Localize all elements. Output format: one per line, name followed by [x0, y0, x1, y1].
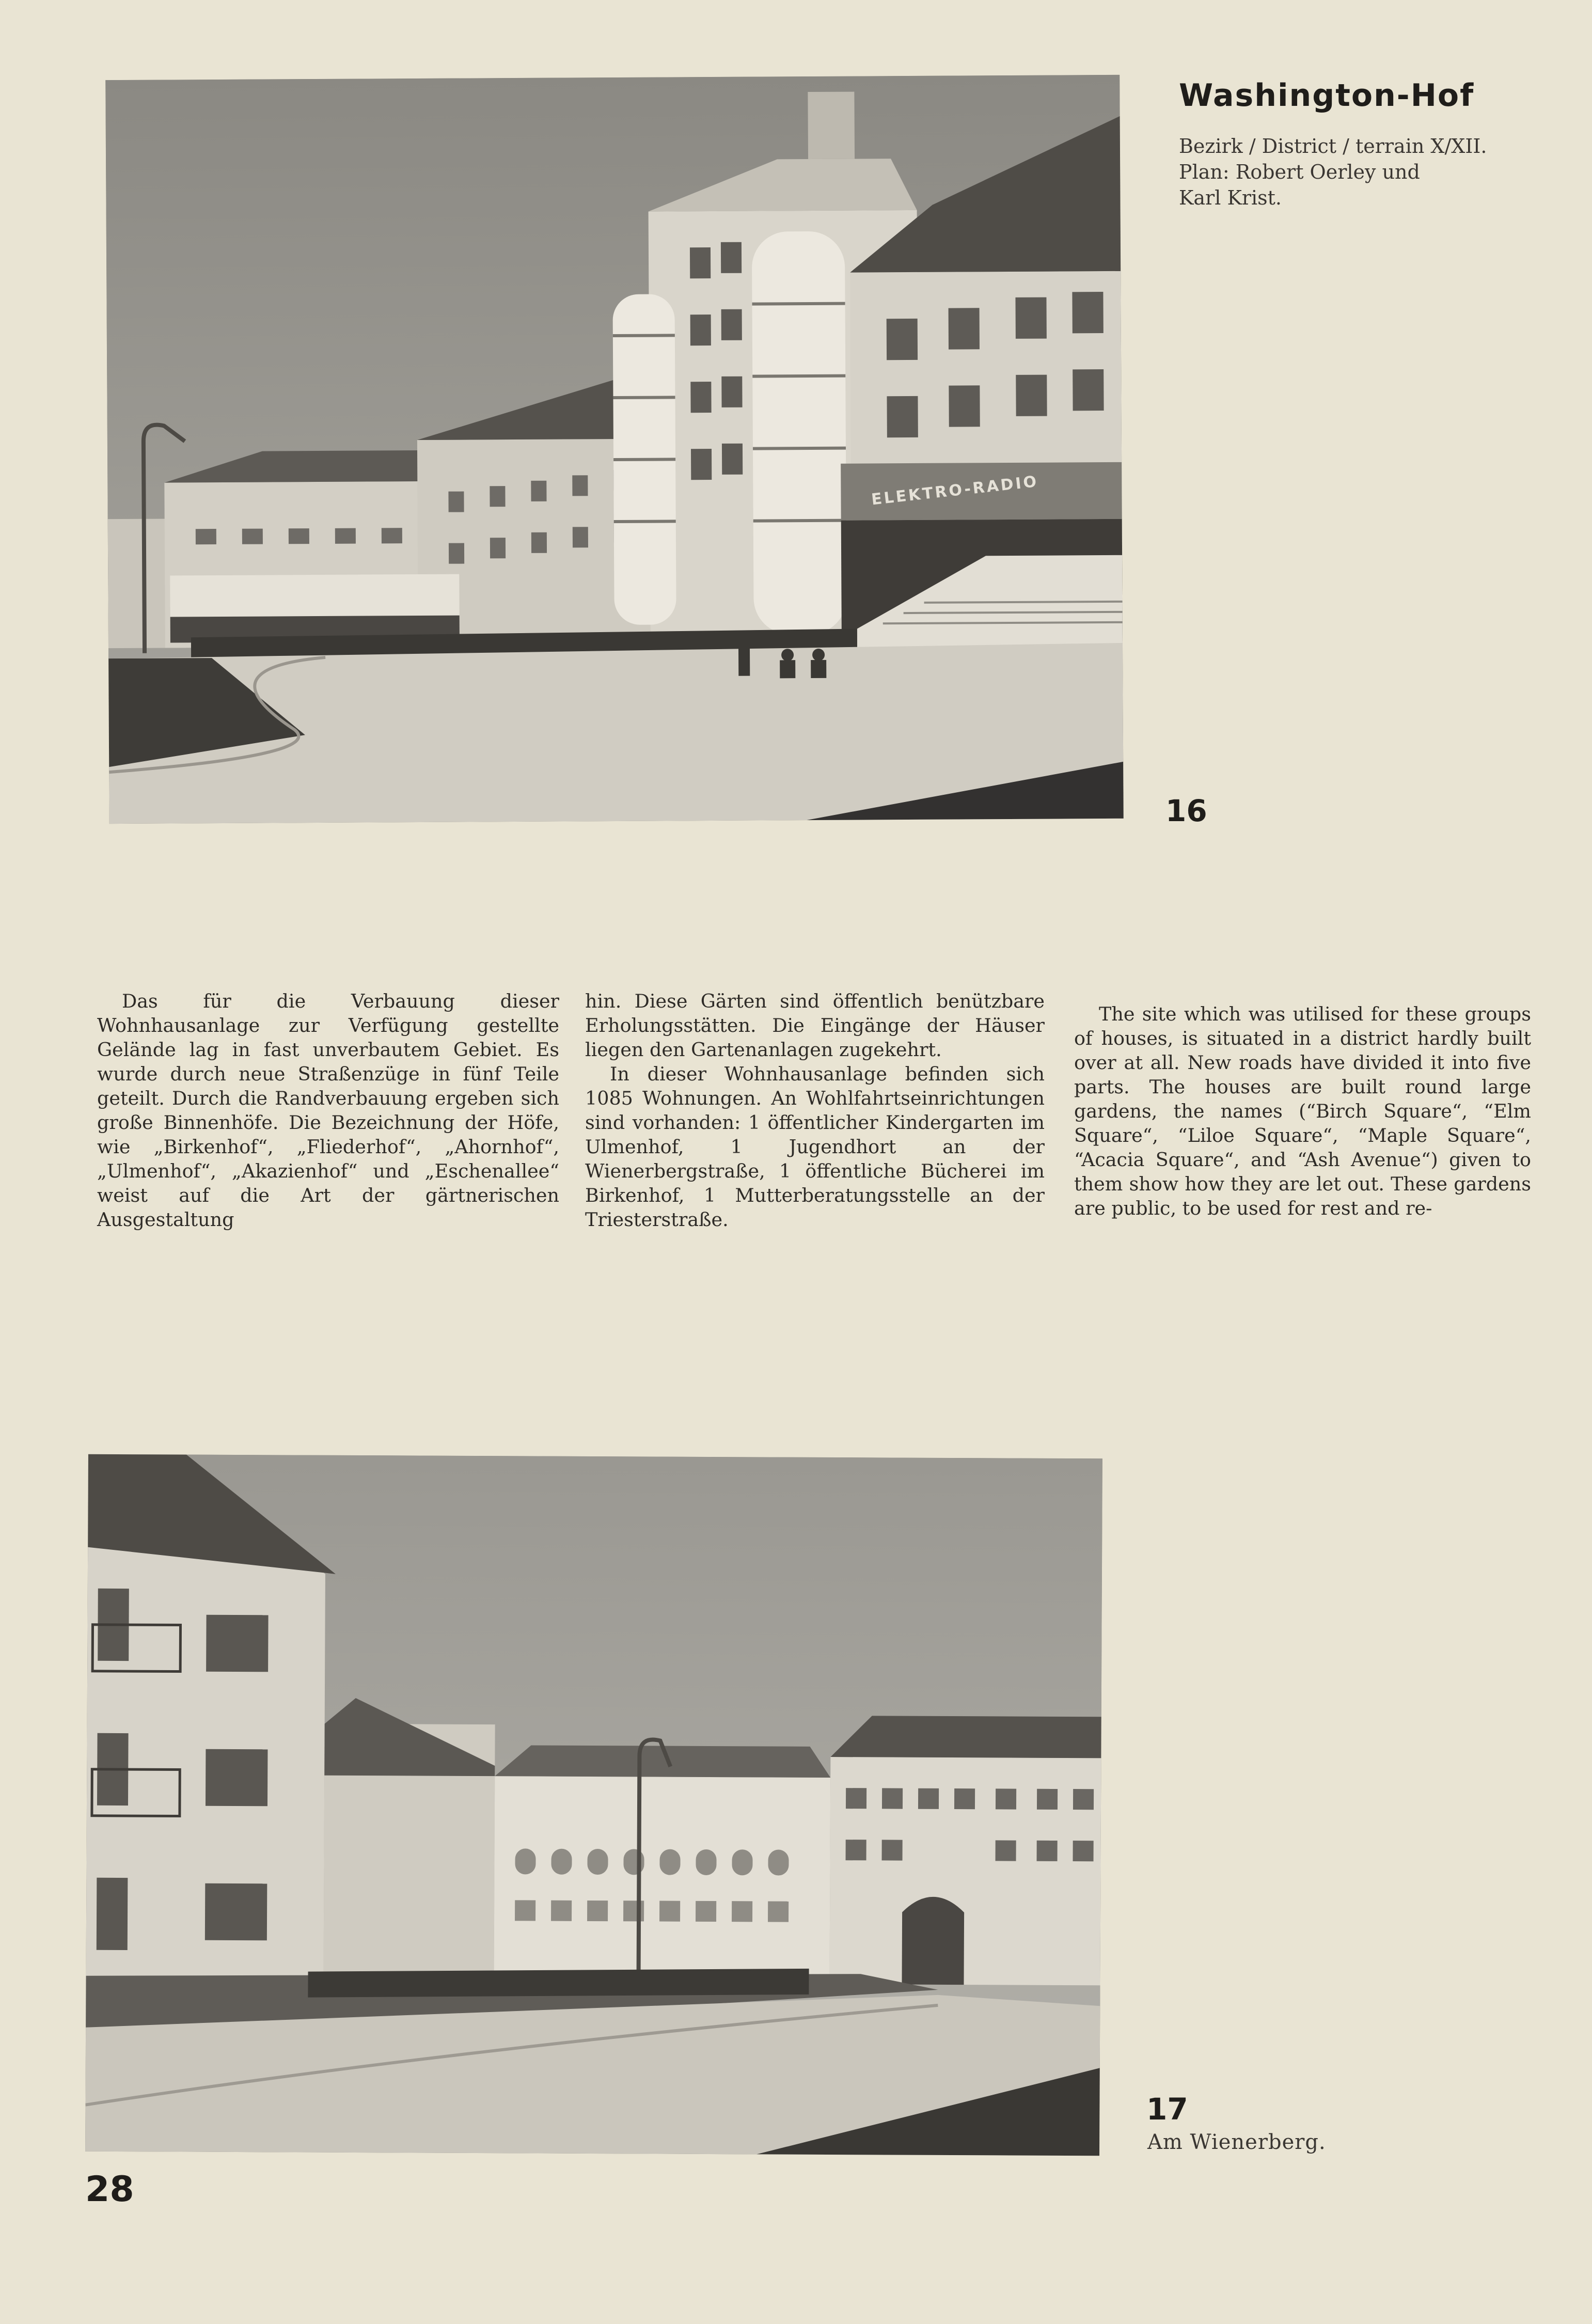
- text-column-german-1: [97, 989, 559, 1232]
- figure-number-16: 16: [1165, 793, 1207, 828]
- district-line: Bezirk / District / terrain X/XII.: [1179, 135, 1487, 158]
- text-column-english: [1074, 1002, 1531, 1220]
- architects-line-1: Plan: Robert Oerley und: [1179, 161, 1420, 183]
- photo-am-wienerberg-illustration: [85, 1454, 1102, 2156]
- paragraph: The site which was utilised for these groups of houses, is situated in a district hardly built over at all. New roads have divided it into five parts. The houses are built round large gardens, the names (“Birch Square“, “Elm Square“, “Liloe Square“, “Maple Square“, “Acacia Square“, and “Ash Avenue“) given to them show how they are let out. These gardens are public, to be used for rest and re-: [1074, 1003, 1531, 1219]
- page-number: 28: [85, 2169, 134, 2210]
- photo-am-wienerberg: [85, 1454, 1102, 2156]
- paragraph: In dieser Wohnhausanlage befinden sich 1085 Wohnungen. An Wohlfahrtseinrichtungen sind vorhanden: 1 öffentlicher Kindergarten im Ulmenhof, 1 Jugendhort an der Wienerbergstraße, 1 öffentliche Bücherei im Birkenhof, 1 Mutterberatungsstelle an der Triesterstraße.: [585, 1063, 1045, 1231]
- photo-washington-hof: [105, 75, 1124, 824]
- architects-line-2: Karl Krist.: [1179, 186, 1282, 209]
- figure-caption-17: Am Wienerberg.: [1147, 2130, 1326, 2154]
- building-info: [1179, 133, 1551, 211]
- figure-number-17: 17: [1146, 2092, 1188, 2127]
- article-heading: Washington-Hof: [1179, 77, 1475, 114]
- paragraph: hin. Diese Gärten sind öffentlich benützbare Erholungsstätten. Die Eingänge der Häuser liegen den Gartenanlagen zugekehrt.: [585, 990, 1045, 1061]
- paragraph: Das für die Verbauung dieser Wohnhausanlage zur Verfügung gestellte Gelände lag in fast unverbautem Gebiet. Es wurde durch neue Straßenzüge in fünf Teile geteilt. Durch die Randverbauung ergeben sich große Binnenhöfe. Die Bezeichnung der Höfe, wie „Birkenhof“, „Fliederhof“, „Ahornhof“, „Ulmenhof“, „Akazienhof“ und „Eschenallee“ weist auf die Art der gärtnerischen Ausgestaltung: [97, 990, 559, 1231]
- photo-washington-hof-illustration: [105, 75, 1124, 824]
- photo-shop-sign-text: ELEKTRO-RADIO: [870, 472, 1039, 509]
- text-column-german-2: [585, 989, 1045, 1232]
